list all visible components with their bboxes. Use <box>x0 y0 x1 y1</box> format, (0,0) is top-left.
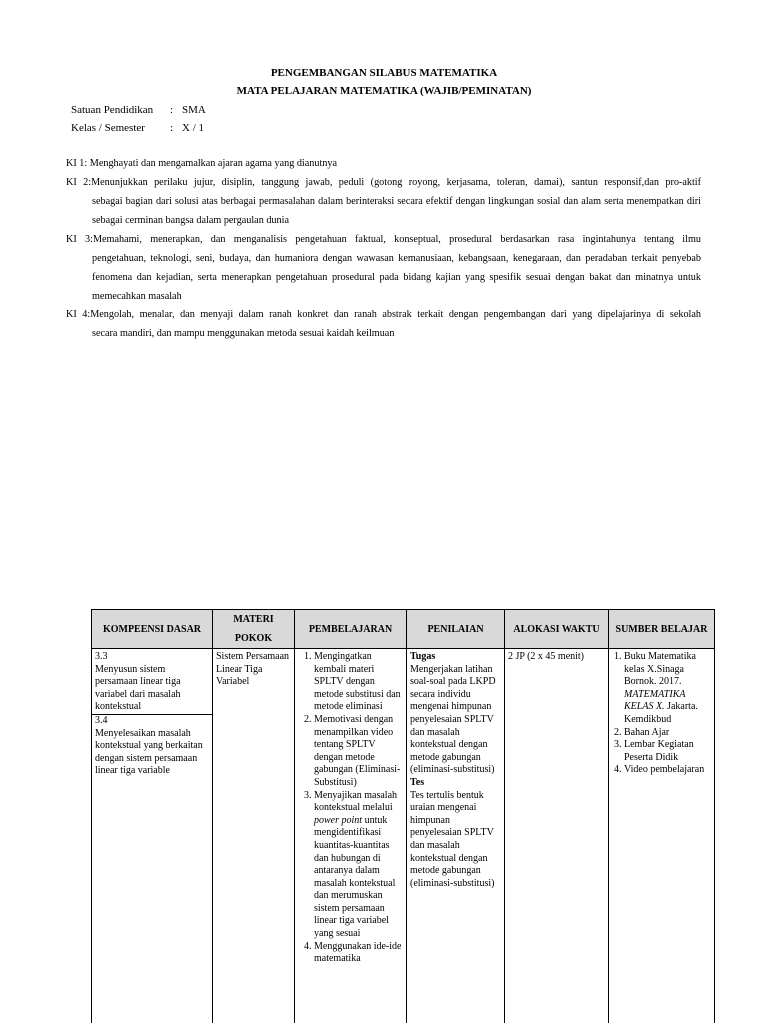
tes-label: Tes <box>410 776 425 788</box>
ki-2-text-rest: sebagai bagian dari solusi atas berbagai permasalahan dalam berinteraksi secara efektif dengan lingkungan sosial dan alam serta menempatkan diri sebagai cerminan bangsa dalam pergaulan dunia <box>92 196 701 226</box>
list-item: 2. Bahan Ajar <box>624 727 711 740</box>
cell-materi-pokok <box>213 649 295 1024</box>
ki-4 <box>66 305 701 343</box>
ki-3-text-rest: pengetahuan, teknologi, seni, budaya, dan humaniora dengan wawasan kemanusiaan, kebangsaan, kenegaraan, dan peradaban terkait penyebab fenomena dan kejadian, serta menerapkan pengetahuan prosedural pada bidang kajian yang spesifik sesuai dengan bakat dan minatnya untuk memecahkan masalah <box>92 253 701 302</box>
kelas-row <box>0 121 768 135</box>
kd-3-3 <box>92 651 212 715</box>
cell-sumber-belajar <box>609 649 715 1024</box>
ki-2-text-first: Menunjukkan perilaku jujur, disiplin, tanggung jawab, peduli (gotong royong, kerjasama, toleran, damai), santun responsif,dan pro-aktif <box>91 177 701 188</box>
sumber-list <box>612 651 711 777</box>
silabus-table <box>91 609 715 1023</box>
list-item <box>314 790 403 941</box>
ki-4-text-rest: secara mandiri, dan mampu menggunakan metoda sesuai kaidah keilmuan <box>92 328 395 339</box>
table-header-row <box>92 610 715 649</box>
ki-4-label: KI 4: <box>66 309 91 320</box>
list-item <box>624 651 711 727</box>
header-pembelajaran: PEMBELAJARAN <box>295 610 407 649</box>
kd-3-4-number: 3.4 <box>95 714 108 726</box>
step3-text-a: Menyajikan masalah kontekstual melalui <box>314 789 398 814</box>
list-item: 2. Memotivasi dengan menampilkan video tentang SPLTV dengan metode gabungan (Eliminasi-Substitusi) <box>314 714 403 790</box>
list-item: 1. Mengingatkan kembali materi SPLTV dengan metode substitusi dan metode eliminasi <box>314 651 403 714</box>
ki-2 <box>66 173 701 230</box>
satuan-value: SMA <box>182 104 206 116</box>
sumber-1-b: Jakarta. Kemdikbud <box>624 701 698 725</box>
tes-text: Tes tertulis bentuk uraian mengenai himpunan penyelesaian SPLTV dan masalah kontekstual dengan metode gabungan (eliminasi-substitusi) <box>410 789 495 889</box>
ki-3-label: KI 3: <box>66 234 93 245</box>
kd-3-4 <box>92 715 212 778</box>
ki-1 <box>66 154 701 173</box>
kd-3-3-text: Menyusun sistem persamaan linear tiga variabel dari masalah kontekstual <box>95 663 181 713</box>
ki-2-label: KI 2: <box>66 177 92 188</box>
kelas-value: X / 1 <box>182 122 204 134</box>
header-alokasi-waktu: ALOKASI WAKTU <box>505 610 609 649</box>
satuan-row <box>0 103 768 117</box>
cell-kompetensi-dasar <box>92 649 213 1024</box>
document-title-2: MATA PELAJARAN MATEMATIKA (WAJIB/PEMINATAN) <box>236 85 532 97</box>
header-kompetensi-dasar: KOMPEENSI DASAR <box>92 610 213 649</box>
sumber-1-italic: MATEMATIKA KELAS X. <box>624 688 686 713</box>
list-item: 4. Menggunakan ide-ide matematika <box>314 941 403 966</box>
materi-text: Sistem Persamaan Linear Tiga Variabel <box>216 651 290 688</box>
alokasi-text: 2 JP (2 x 45 menit) <box>508 651 585 662</box>
tugas-label: Tugas <box>410 651 436 662</box>
step3-italic: power point <box>314 814 363 826</box>
ki-3 <box>66 230 701 306</box>
header-materi-pokok: MATERI POKOK <box>213 610 295 649</box>
step3-text-b: untuk mengidentifikasi kuantitas-kuantitas dan hubungan di antaranya dalam masalah kontekstual dan merumuskan sistem persamaan linear tiga variabel yang sesuai <box>314 814 396 940</box>
pembelajaran-steps <box>298 651 403 966</box>
sumber-1-a: Buku Matematika kelas X.Sinaga Bornok. 2017. <box>624 651 696 688</box>
table-row <box>92 649 715 1024</box>
header-sumber-belajar: SUMBER BELAJAR <box>609 610 715 649</box>
cell-pembelajaran <box>295 649 407 1024</box>
satuan-label: Satuan Pendidikan <box>71 104 154 116</box>
document-title-1: PENGEMBANGAN SILABUS MATEMATIKA <box>270 67 498 79</box>
kelas-sep: : <box>170 122 174 134</box>
tugas-text: Mengerjakan latihan soal-soal pada LKPD secara individu mengenai himpunan penyelesaian SPLTV dan masalah kontekstual dengan metode gabungan (eliminasi-substitusi) <box>410 663 496 776</box>
list-item: 3. Lembar Kegiatan Peserta Didik <box>624 739 711 764</box>
kd-3-4-text: Menyelesaikan masalah kontekstual yang berkaitan dengan sistem persamaan linear tiga variable <box>95 727 203 777</box>
ki-1-label: KI 1: <box>66 158 88 169</box>
ki-3-text-first: Memahami, menerapkan, dan menganalisis pengetahuan faktual, konseptual, prosedural berdasarkan rasa ingintahunya tentang ilmu <box>92 234 701 245</box>
kelas-label: Kelas / Semester <box>71 122 145 134</box>
header-penilaian: PENILAIAN <box>407 610 505 649</box>
ki-4-text-first: Mengolah, menalar, dan menyaji dalam ranah konkret dan ranah abstrak terkait dengan pengembangan dari yang dipelajarinya di sekolah <box>90 309 701 320</box>
kd-3-3-number: 3.3 <box>95 651 108 662</box>
cell-penilaian <box>407 649 505 1024</box>
list-item: 4. Video pembelajaran <box>624 764 711 777</box>
cell-alokasi-waktu <box>505 649 609 1024</box>
satuan-sep: : <box>170 104 174 116</box>
ki-1-text: Menghayati dan mengamalkan ajaran agama yang dianutnya <box>89 158 338 169</box>
